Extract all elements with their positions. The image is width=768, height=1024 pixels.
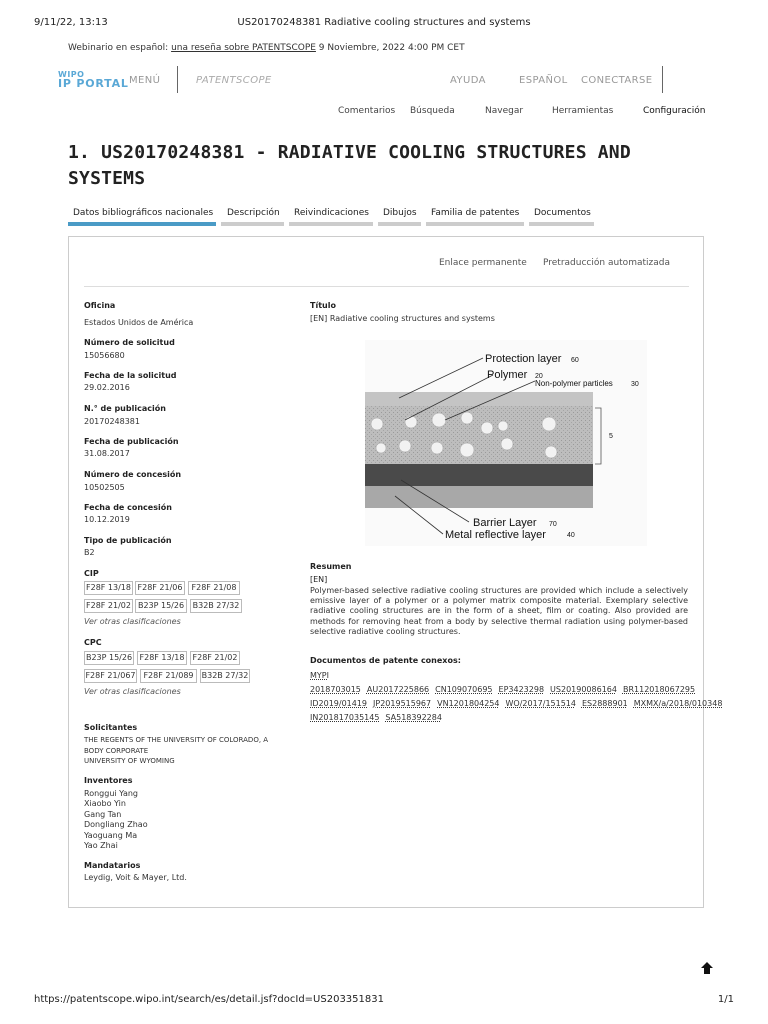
grant-date-label: Fecha de concesión <box>84 503 172 512</box>
office-label: Oficina <box>84 301 116 310</box>
title-label: Título <box>310 301 336 310</box>
office-value: Estados Unidos de América <box>84 318 194 327</box>
ipc-chip[interactable]: F28F 13/18 <box>84 581 133 595</box>
help-link[interactable]: AYUDA <box>450 75 486 86</box>
settings-link[interactable]: Configuración <box>643 106 706 116</box>
publication-kind-value: B2 <box>84 548 95 557</box>
tab-patent-family-indicator <box>426 222 524 226</box>
cpc-chip[interactable]: F28F 21/02 <box>190 651 240 665</box>
webinar-prefix: Webinario en español: <box>68 43 172 53</box>
related-doc-link[interactable]: VN1201804254 <box>437 699 500 708</box>
figure-label-protection-layer: Protection layer <box>485 353 562 365</box>
print-page-title: US20170248381 Radiative cooling structures and systems <box>237 17 531 28</box>
inventor: Dongliang Zhao <box>84 820 148 829</box>
login-link[interactable]: CONECTARSE <box>581 75 653 86</box>
inventor: Yao Zhai <box>84 841 118 850</box>
ipc-more-link[interactable]: Ver otras clasificaciones <box>84 617 181 626</box>
browse-link[interactable]: Navegar <box>485 106 524 116</box>
ipc-chip[interactable]: B23P 15/26 <box>135 599 187 613</box>
applicant-line: THE REGENTS OF THE UNIVERSITY OF COLORADO, A <box>84 736 269 744</box>
svg-text:30: 30 <box>631 381 639 388</box>
ipc-chip[interactable]: F28F 21/08 <box>188 581 240 595</box>
grant-date-value: 10.12.2019 <box>84 515 130 524</box>
applicant-line: BODY CORPORATE <box>84 747 149 755</box>
page-title: 1. US20170248381 - RADIATIVE COOLING STRUCTURES AND SYSTEMS <box>68 142 631 189</box>
agents-label: Mandatarios <box>84 861 141 870</box>
cpc-chip[interactable]: F28F 13/18 <box>137 651 187 665</box>
panel-divider <box>84 286 689 287</box>
back-to-top-icon[interactable] <box>699 960 715 980</box>
footer-url: https://patentscope.wipo.int/search/es/detail.jsf?docId=US203351831 <box>34 994 384 1005</box>
cpc-chip[interactable]: F28F 21/067 <box>84 669 137 683</box>
permalink-link[interactable]: Enlace permanente <box>439 258 527 268</box>
cpc-label: CPC <box>84 638 102 647</box>
logo-wipo-text: WIPO <box>58 70 85 79</box>
related-doc-link[interactable]: AU2017225866 <box>366 685 430 694</box>
wipo-ip-portal-logo[interactable] <box>58 70 129 88</box>
webinar-link[interactable]: una reseña sobre PATENTSCOPE <box>171 43 316 53</box>
menu-button[interactable]: MENÚ <box>129 75 161 86</box>
application-number-label: Número de solicitud <box>84 338 175 347</box>
inventor: Gang Tan <box>84 810 122 819</box>
tab-description-indicator <box>221 222 284 226</box>
tools-link[interactable]: Herramientas <box>552 106 614 116</box>
agents-value: Leydig, Voit & Mayer, Ltd. <box>84 873 187 882</box>
related-doc-link[interactable]: IN201817035145 <box>310 713 380 722</box>
abstract-lang: [EN] <box>310 575 328 584</box>
webinar-banner <box>68 43 465 53</box>
logo-ip-portal-text: IP PORTAL <box>58 77 129 90</box>
figure-label-barrier-layer: Barrier Layer <box>473 517 537 529</box>
svg-text:5: 5 <box>609 433 613 440</box>
application-number-value: 15056680 <box>84 351 125 360</box>
related-docs-list <box>310 669 723 725</box>
patent-drawing[interactable] <box>365 340 647 550</box>
figure-label-metal-reflective-layer: Metal reflective layer <box>445 529 546 541</box>
webinar-suffix: 9 Noviembre, 2022 4:00 PM CET <box>315 43 465 53</box>
tab-description[interactable]: Descripción <box>227 208 280 218</box>
publication-date-value: 31.08.2017 <box>84 449 130 458</box>
svg-text:70: 70 <box>549 521 557 528</box>
application-date-label: Fecha de la solicitud <box>84 371 177 380</box>
applicant-line: UNIVERSITY OF WYOMING <box>84 757 175 765</box>
tab-claims-indicator <box>289 222 373 226</box>
inventor: Yaoguang Ma <box>84 831 138 840</box>
application-date-value: 29.02.2016 <box>84 383 130 392</box>
divider <box>662 66 663 93</box>
grant-number-label: Número de concesión <box>84 470 182 479</box>
abstract-text: Polymer-based selective radiative cooling structures are provided which include a selectively emissive layer of a polymer or a polymer matrix composite material. Exemplary selective radiative cooling structures are in the form of a sheet, film or coating. Also provided are methods for removing heat from a body by selective thermal radiation using polymer-based selective radiative cooling structures. <box>310 586 688 636</box>
abstract-label: Resumen <box>310 562 352 571</box>
footer-page-number: 1/1 <box>717 994 734 1005</box>
related-doc-link[interactable]: US20190086164 <box>550 685 617 694</box>
tab-claims[interactable]: Reivindicaciones <box>294 208 369 218</box>
ipc-chip[interactable]: F28F 21/06 <box>135 581 185 595</box>
publication-number-value: 20170248381 <box>84 417 140 426</box>
related-doc-link[interactable]: BR112018067295 <box>622 685 696 694</box>
related-doc-link[interactable]: MYPI 2018703015 <box>310 671 361 694</box>
tab-bibliographic-indicator <box>68 222 216 226</box>
svg-text:20: 20 <box>535 373 543 380</box>
related-docs-label: Documentos de patente conexos: <box>310 656 461 665</box>
figure-label-polymer: Polymer <box>487 369 528 381</box>
ipc-chip[interactable]: B32B 27/32 <box>190 599 242 613</box>
search-link[interactable]: Búsqueda <box>410 106 455 116</box>
inventor: Ronggui Yang <box>84 789 138 798</box>
related-doc-link[interactable]: EP3423298 <box>498 685 545 694</box>
ipc-label: CIP <box>84 569 99 578</box>
related-doc-link[interactable]: WO/2017/151514 <box>505 699 576 708</box>
comments-link[interactable]: Comentarios <box>338 106 396 116</box>
applicants-label: Solicitantes <box>84 723 138 732</box>
svg-text:60: 60 <box>571 357 579 364</box>
tab-drawings[interactable]: Dibujos <box>383 208 417 218</box>
arrow-up-icon <box>699 960 715 976</box>
related-doc-link[interactable]: CN109070695 <box>435 685 493 694</box>
svg-text:40: 40 <box>567 532 575 539</box>
divider <box>177 66 178 93</box>
figure-label-non-polymer-particles: Non-polymer particles <box>535 379 613 388</box>
patent-drawing-svg <box>365 340 647 546</box>
print-datetime: 9/11/22, 13:13 <box>34 17 108 28</box>
bibliographic-panel <box>68 236 704 908</box>
cpc-more-link[interactable]: Ver otras clasificaciones <box>84 687 181 696</box>
ipc-chip[interactable]: F28F 21/02 <box>84 599 133 613</box>
publication-number-label: N.° de publicación <box>84 404 166 413</box>
inventors-label: Inventores <box>84 776 133 785</box>
patentscope-link[interactable]: PATENTSCOPE <box>196 75 272 86</box>
cpc-chip[interactable]: B23P 15/26 <box>84 651 134 665</box>
publication-date-label: Fecha de publicación <box>84 437 179 446</box>
tab-documents[interactable]: Documentos <box>534 208 591 218</box>
related-doc-link[interactable]: JP2019515967 <box>373 699 432 708</box>
language-selector[interactable]: ESPAÑOL <box>519 75 568 86</box>
cpc-chip[interactable]: B32B 27/32 <box>200 669 250 683</box>
related-doc-link[interactable]: ES2888901 <box>581 699 628 708</box>
title-value: [EN] Radiative cooling structures and systems <box>310 314 495 323</box>
related-doc-link[interactable]: ID2019/01419 <box>310 699 368 708</box>
inventor: Xiaobo Yin <box>84 799 126 808</box>
tab-drawings-indicator <box>378 222 421 226</box>
pretranslation-link[interactable]: Pretraducción automatizada <box>543 258 670 268</box>
publication-kind-label: Tipo de publicación <box>84 536 172 545</box>
tab-bibliographic[interactable]: Datos bibliográficos nacionales <box>73 208 214 218</box>
grant-number-value: 10502505 <box>84 483 125 492</box>
tab-patent-family[interactable]: Familia de patentes <box>431 208 520 218</box>
related-doc-link[interactable]: SA518392284 <box>385 713 442 722</box>
cpc-chip[interactable]: F28F 21/089 <box>140 669 197 683</box>
related-doc-link[interactable]: MXMX/a/2018/010348 <box>633 699 723 708</box>
tab-documents-indicator <box>529 222 594 226</box>
